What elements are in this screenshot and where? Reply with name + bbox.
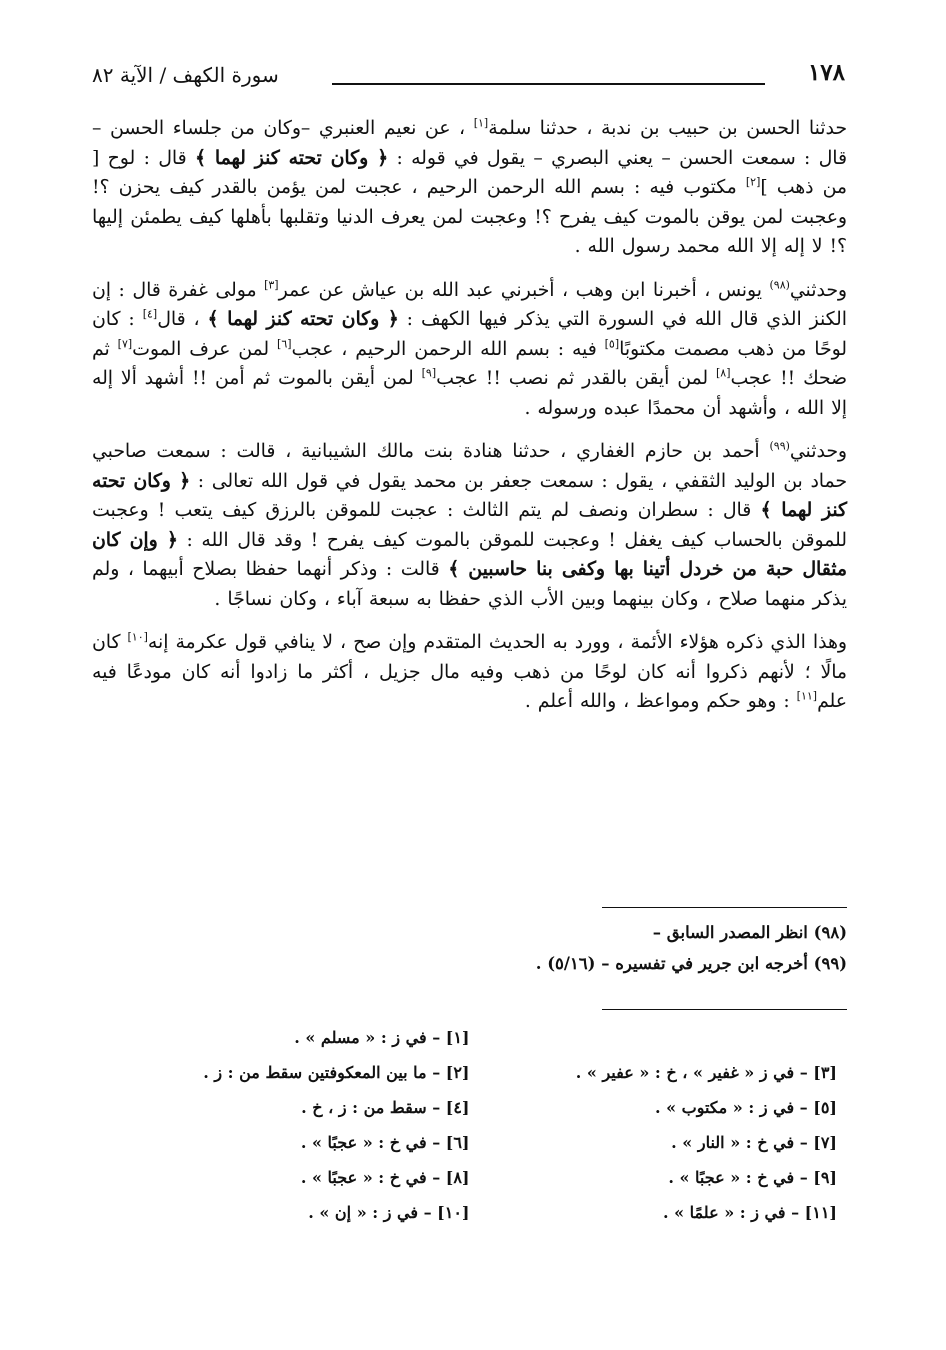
note-marker: [٨] [715,366,731,380]
note-marker: [١٠] [127,630,148,644]
variant-note: [٨] – في خ : « عجبًا » . [300,1168,470,1187]
variant-note: [١٠] – في ز : « إن » . [308,1203,470,1222]
text-run: وحدثني [789,441,847,462]
quran-quote: ﴿ وكان تحته كنز لهما ﴾ [194,146,389,169]
variant-note: [٦] – في خ : « عجبًا » . [300,1133,470,1152]
text-run: فيه : بسم الله الرحمن الرحيم ، عجب [291,338,605,360]
note-marker: [٦] [277,337,292,351]
note-marker: [١١] [796,689,818,703]
paragraph [92,437,847,614]
note-marker: [٤] [142,307,158,321]
paragraph [92,628,847,717]
variant-note: [٧] – في خ : « النار » . [671,1133,837,1152]
quran-quote: ﴿ وإن كان مثقال حبة من خردل أتينا بها وكفى بنا حاسبين ﴾ [92,528,847,580]
text-run: وحدثني [789,279,847,301]
text-run: مكتوب فيه : بسم الله الرحمن الرحيم ، عجبت لمن يؤمن بالقدر كيف يحزن ؟! وعجبت لمن يوقن بالموت كيف يفرح ؟! وعجبت لمن يعرف الدنيا وتقلبها بأهلها كيف يطمئن إليها ؟! لا إله إلا الله محمد رسول الله . [92,177,847,257]
variant-note: [٣] – في ز « غفير » ، خ : « عفير » . [575,1063,837,1082]
body-text [92,114,847,731]
page-header [92,58,847,98]
manuscript-variants [92,1022,847,1232]
variant-note: [٤] – سقط من : ز ، خ . [301,1098,470,1117]
text-run: قال : سطران ونصف لم يتم الثالث : عجبت للموقن بالرزق كيف يتعب ! وعجبت للموقن بالحساب كيف يغفل ! وعجبت للموقن بالموت كيف يفرح ! وقد قال الله : [92,500,847,551]
variant-note: [٩] – في خ : « عجبًا » . [668,1168,837,1187]
text-run: لمن عرف الموت [132,338,278,360]
variant-note: [٥] – في ز : « مكتوب » . [654,1098,837,1117]
text-run: أحمد بن حازم الغفاري ، حدثنا هنادة بنت مالك الشيبانية ، قالت : سمعت صاحبي حماد بن الوليد الثقفي ، يقول : سمعت جعفر بن محمد يقول في قول الله تعالى : [92,441,847,492]
variants-rule [602,1009,847,1010]
text-run: وهذا الذي ذكره هؤلاء الأئمة ، وورد به الحديث المتقدم وإن صح ، لا ينافي قول عكرمة إنه [147,632,847,653]
quran-quote: ﴿ وكان تحته كنز لهما ﴾ [92,469,847,521]
text-run: لمن أيقن بالقدر ثم نصب !! عجب [436,368,716,389]
variant-note: [١] – في ز : « مسلم » . [294,1028,470,1047]
text-run: قالت : وذكر أنهما حفظا بصلاح أبيهما ، ولم يذكر منهما صلاح ، وكان بينهما وبين الأب الذي حفظا به سبعة آباء ، وكان نساجًا . [92,559,847,610]
text-run: حدثنا الحسن بن حبيب بن ندبة ، حدثنا سلمة [488,118,847,139]
text-run: : وهو حكم ومواعظ ، والله أعلم . [524,691,797,712]
footnotes [92,917,847,979]
book-page [92,52,847,1312]
note-marker: [٥] [604,337,620,351]
running-title: سورة الكهف / الآية ٨٢ [92,63,279,87]
note-marker: [٧] [117,337,133,351]
text-run: كان مالًا ؛ لأنهم ذكروا أنه كان لوحًا من ذهب وفيه مال جزيل ، أكثر ما زادوا أنه كان مودعًا فيه علم [92,632,847,712]
variant-note: [١١] – في ز : « علمًا » . [662,1203,837,1222]
note-marker: [٢] [745,175,761,189]
quran-quote: ﴿ وكان تحته كنز لهما ﴾ [207,308,399,330]
note-marker: (٩٨) [769,278,790,292]
note-marker: (٩٩) [769,439,790,453]
text-run: لمن أيقن بالموت ثم أمن !! أشهد ألا إله إلا الله ، وأشهد أن محمدًا عبده ورسوله . [92,368,847,419]
variant-note: [٢] – ما بين المعكوفتين سقط من : ز . [203,1063,470,1082]
footnote: (٩٩) أخرجه ابن جرير في تفسيره – (٥/١٦) . [535,954,847,973]
note-marker: [١] [473,116,489,130]
footnote: (٩٨) انظر المصدر السابق – [652,923,847,942]
text-run: ، قال [157,309,208,330]
paragraph [92,276,847,424]
text-run: ، عن نعيم العنبري –وكان من جلساء الحسن – قال : سمعت الحسن – يعني البصري – يقول في قوله : [92,118,848,169]
text-run: يونس ، أخبرنا ابن وهب ، أخبرني عبد الله بن عياش عن عمر [278,279,770,301]
paragraph [92,114,847,262]
header-rule [332,83,765,85]
page-number: ١٧٨ [807,59,845,86]
footnote-rule [602,907,847,908]
text-run: : كان لوحًا من ذهب مصمت مكتوبًا [92,309,847,360]
text-run: ثم ضحك !! عجب [92,338,847,389]
text-run: مولى غفرة قال : إن الكنز الذي قال الله في السورة التي يذكر فيها الكهف : [92,279,847,330]
text-run: قال : لوح [ من ذهب ] [92,147,847,198]
note-marker: [٣] [264,278,279,292]
note-marker: [٩] [421,366,437,380]
